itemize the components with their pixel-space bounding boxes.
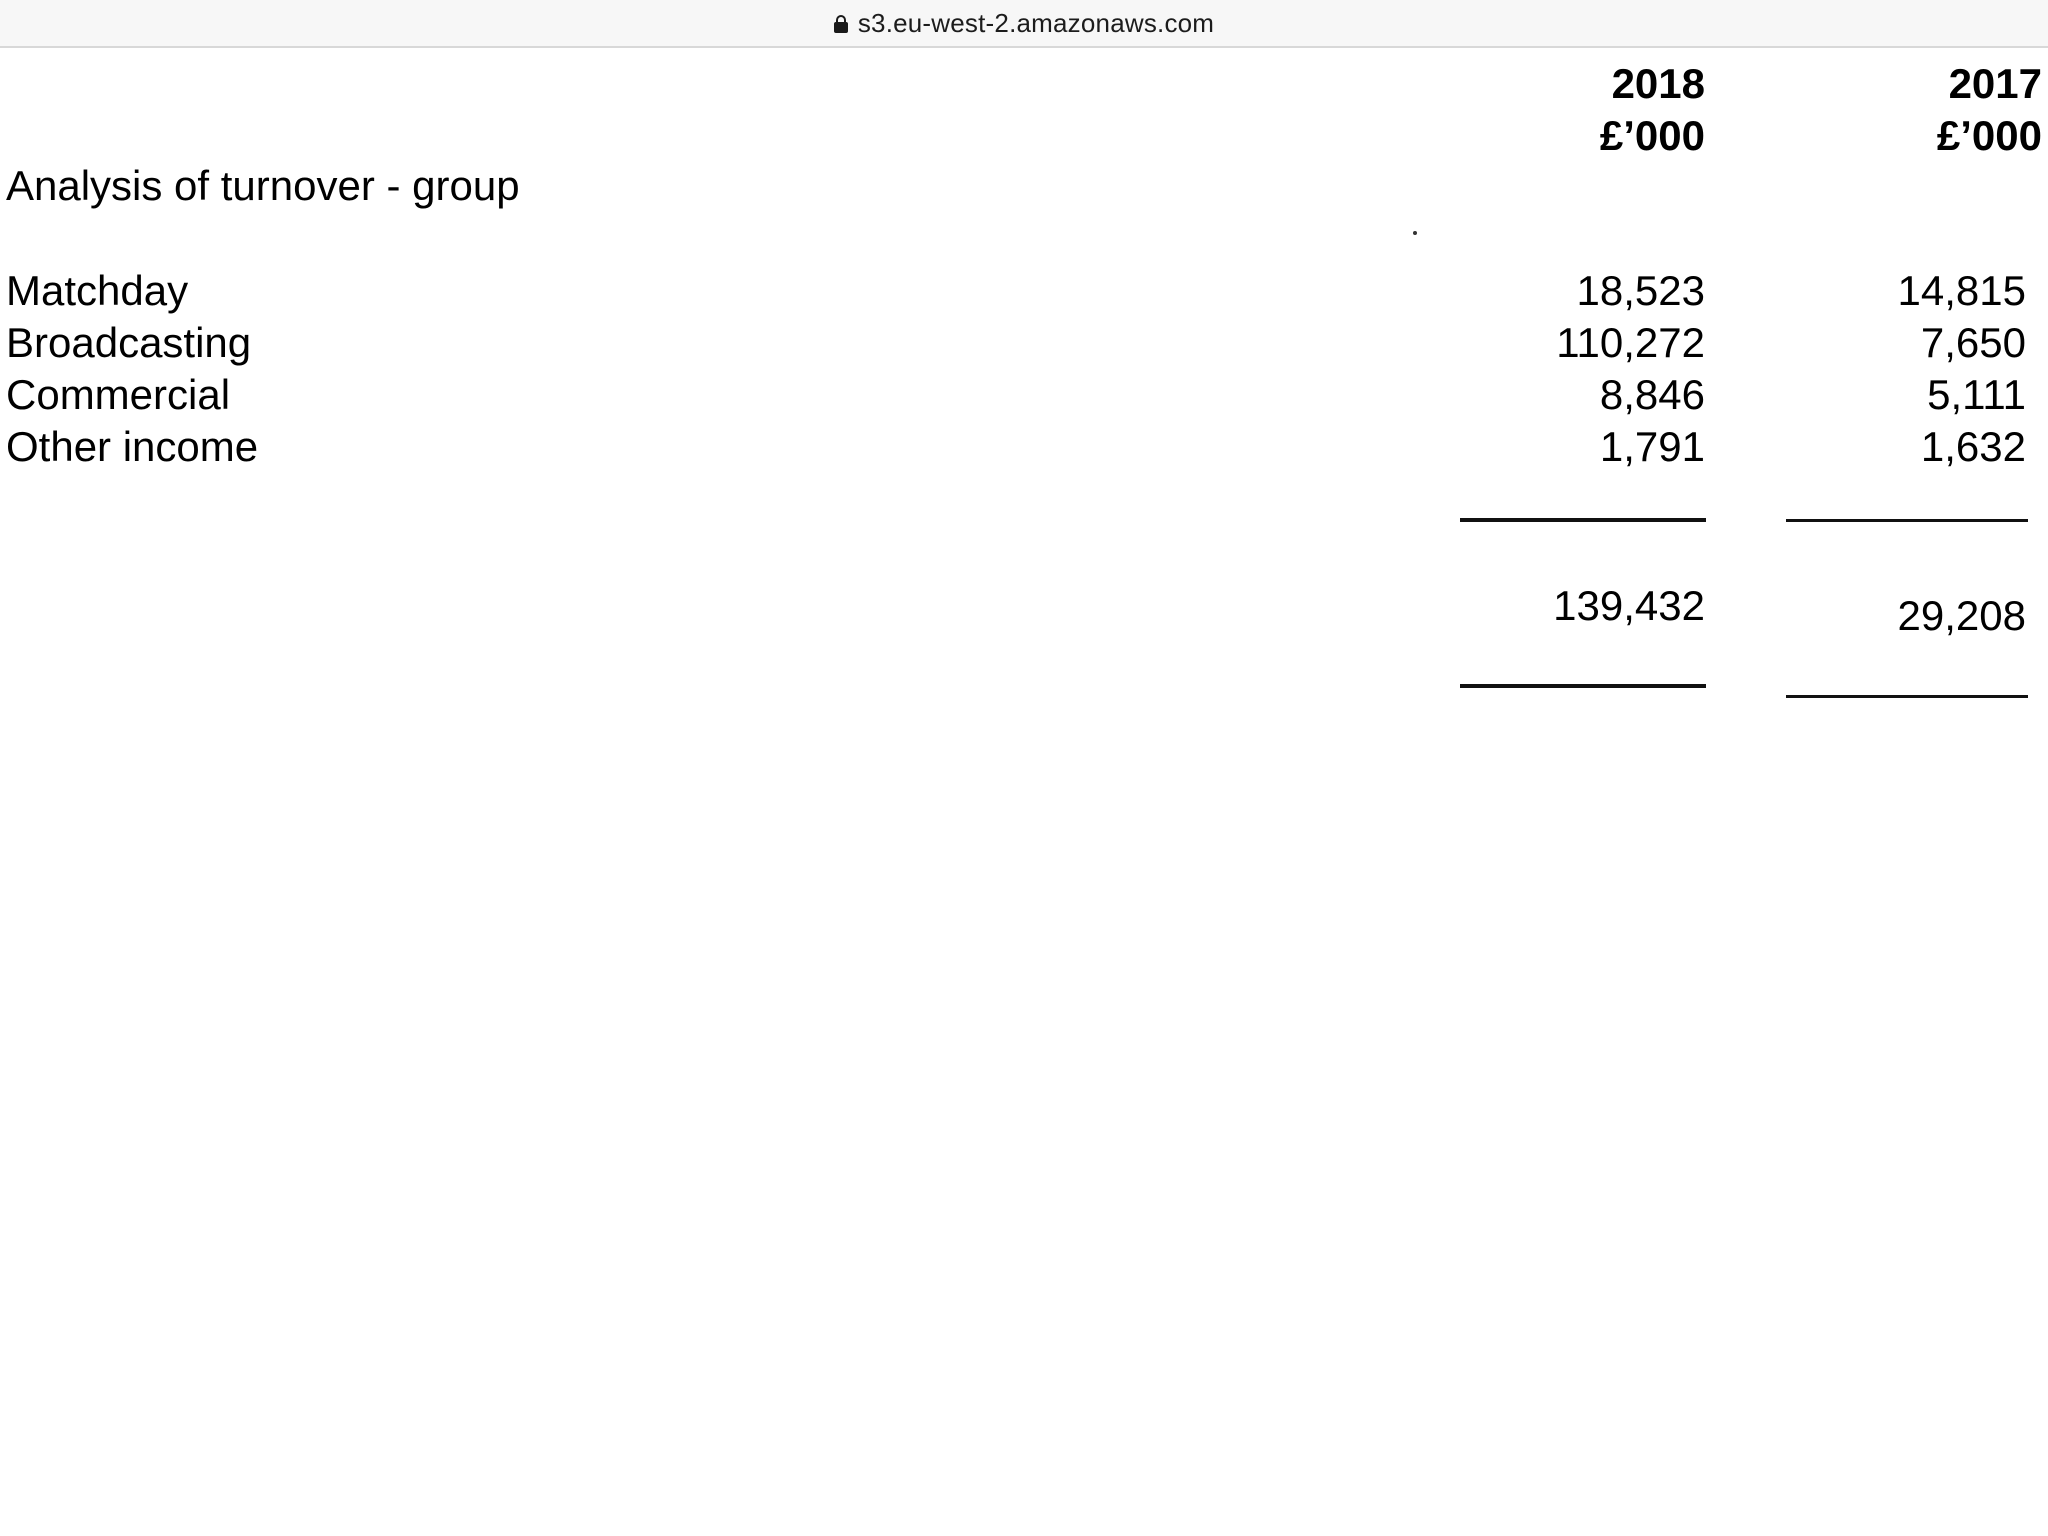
- total-2018: 139,432: [1553, 582, 1705, 629]
- value-2017: 5,111: [1927, 371, 2026, 418]
- url-text[interactable]: s3.eu-west-2.amazonaws.com: [857, 7, 1215, 38]
- browser-url-bar[interactable]: [0, 0, 2048, 48]
- value-2018: 1,791: [1599, 423, 1705, 470]
- row-label: Matchday: [6, 267, 189, 314]
- column-header-2017: [1842, 58, 2042, 162]
- column-unit: £’000: [1936, 112, 2042, 159]
- value-2018: 18,523: [1576, 267, 1705, 314]
- value-2018: 8,846: [1599, 371, 1705, 418]
- url-container[interactable]: [0, 0, 2048, 46]
- table-row: [0, 421, 2048, 473]
- table-row: [0, 317, 2048, 369]
- document-page: [0, 48, 2048, 1536]
- row-label: Other income: [6, 423, 259, 470]
- scan-speck: [1413, 231, 1417, 235]
- total-2017: 29,208: [1897, 592, 2026, 639]
- total-rule-2018: [1460, 684, 1706, 688]
- column-header-2018: [1505, 58, 1705, 162]
- lock-icon: [834, 15, 848, 33]
- table-row: [0, 369, 2048, 421]
- column-unit: £’000: [1599, 112, 1705, 159]
- value-2017: 7,650: [1920, 319, 2026, 366]
- table-row: [0, 265, 2048, 317]
- value-2017: 1,632: [1920, 423, 2026, 470]
- row-label: Broadcasting: [6, 319, 252, 366]
- value-2017: 14,815: [1897, 267, 2026, 314]
- section-title: Analysis of turnover - group: [6, 162, 520, 209]
- subtotal-rule-2017: [1786, 519, 2028, 522]
- total-rule-2017: [1786, 695, 2028, 698]
- column-year: 2018: [1611, 60, 1705, 107]
- subtotal-rule-2018: [1460, 518, 1706, 522]
- column-year: 2017: [1948, 60, 2042, 107]
- value-2018: 110,272: [1556, 319, 1705, 366]
- row-label: Commercial: [6, 371, 231, 418]
